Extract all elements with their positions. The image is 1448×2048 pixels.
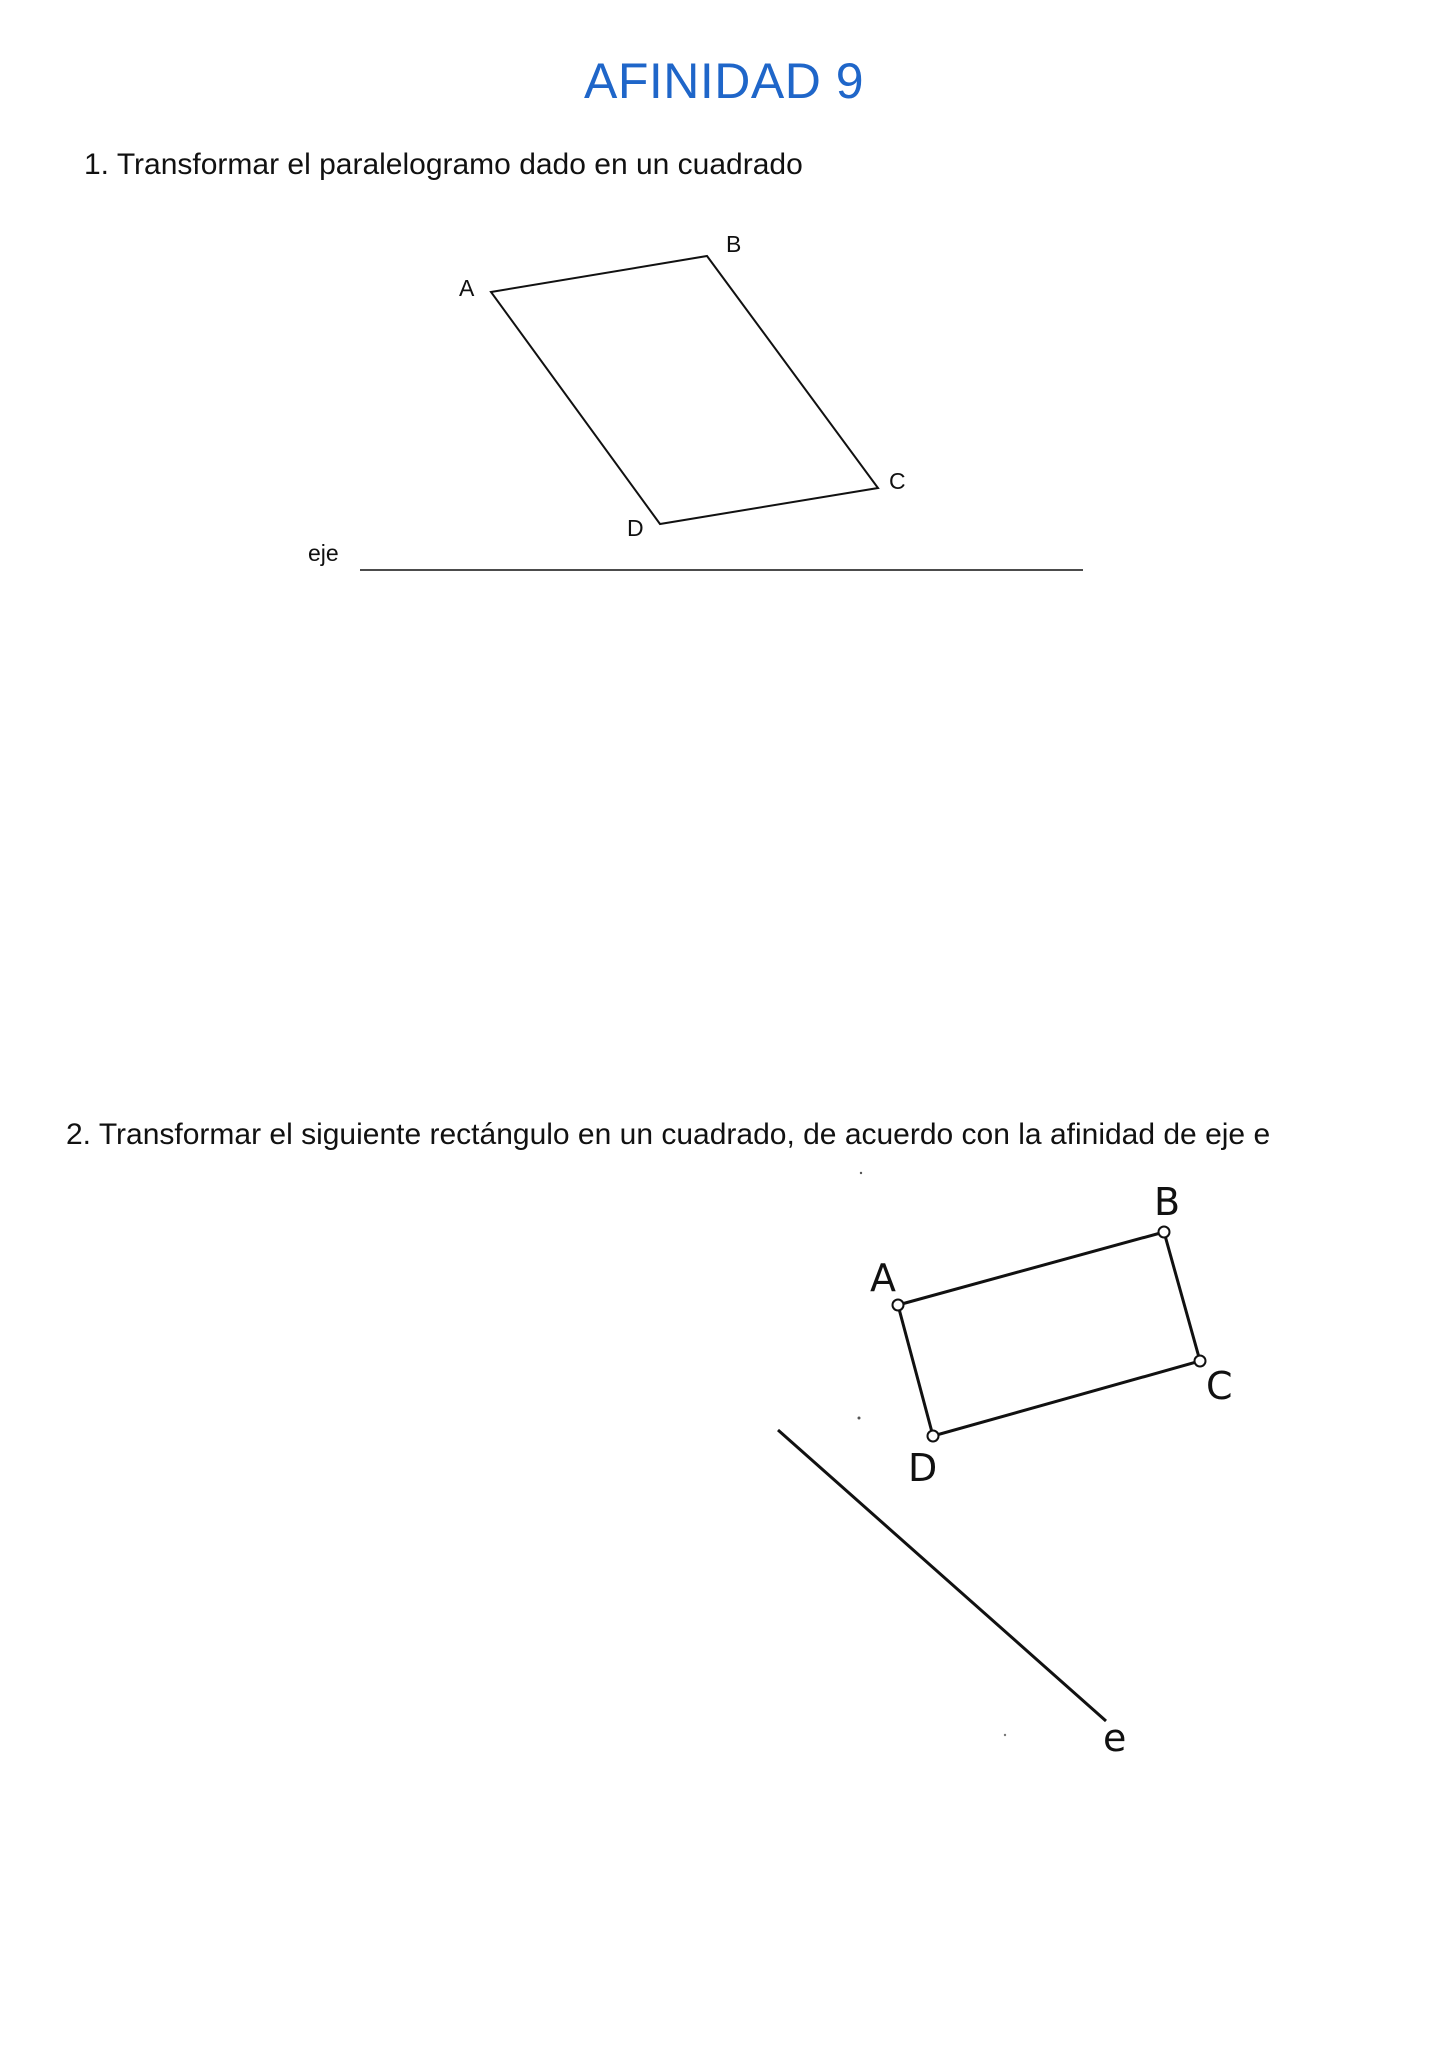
vertex-point-c bbox=[1195, 1356, 1206, 1367]
vertex-label-c: C bbox=[889, 468, 906, 494]
scan-speck bbox=[860, 1172, 862, 1174]
page-title: AFINIDAD 9 bbox=[583, 53, 865, 109]
vertex-label-b: B bbox=[726, 231, 742, 257]
vertex-label-d: D bbox=[908, 1446, 938, 1490]
vertex-label-a: A bbox=[870, 1256, 896, 1300]
vertex-label-c: C bbox=[1206, 1364, 1233, 1408]
vertex-label-a: A bbox=[459, 275, 475, 301]
vertex-label-d: D bbox=[627, 515, 644, 541]
scan-speck bbox=[1004, 1734, 1006, 1736]
vertex-point-a bbox=[893, 1300, 904, 1311]
axis-label-e: e bbox=[1103, 1716, 1127, 1760]
rectangle-abcd bbox=[898, 1232, 1200, 1436]
vertex-point-d bbox=[928, 1431, 939, 1442]
vertex-label-b: B bbox=[1154, 1180, 1181, 1224]
vertex-point-b bbox=[1159, 1227, 1170, 1238]
scan-speck bbox=[858, 1417, 861, 1420]
axis-line-e bbox=[778, 1430, 1106, 1721]
exercise-1-instruction: 1. Transformar el paralelogramo dado en un cuadrado bbox=[84, 148, 803, 181]
exercise-2-instruction: 2. Transformar el siguiente rectángulo en un cuadrado, de acuerdo con la afinidad de eje e bbox=[66, 1118, 1271, 1151]
axis-label: eje bbox=[308, 540, 339, 566]
